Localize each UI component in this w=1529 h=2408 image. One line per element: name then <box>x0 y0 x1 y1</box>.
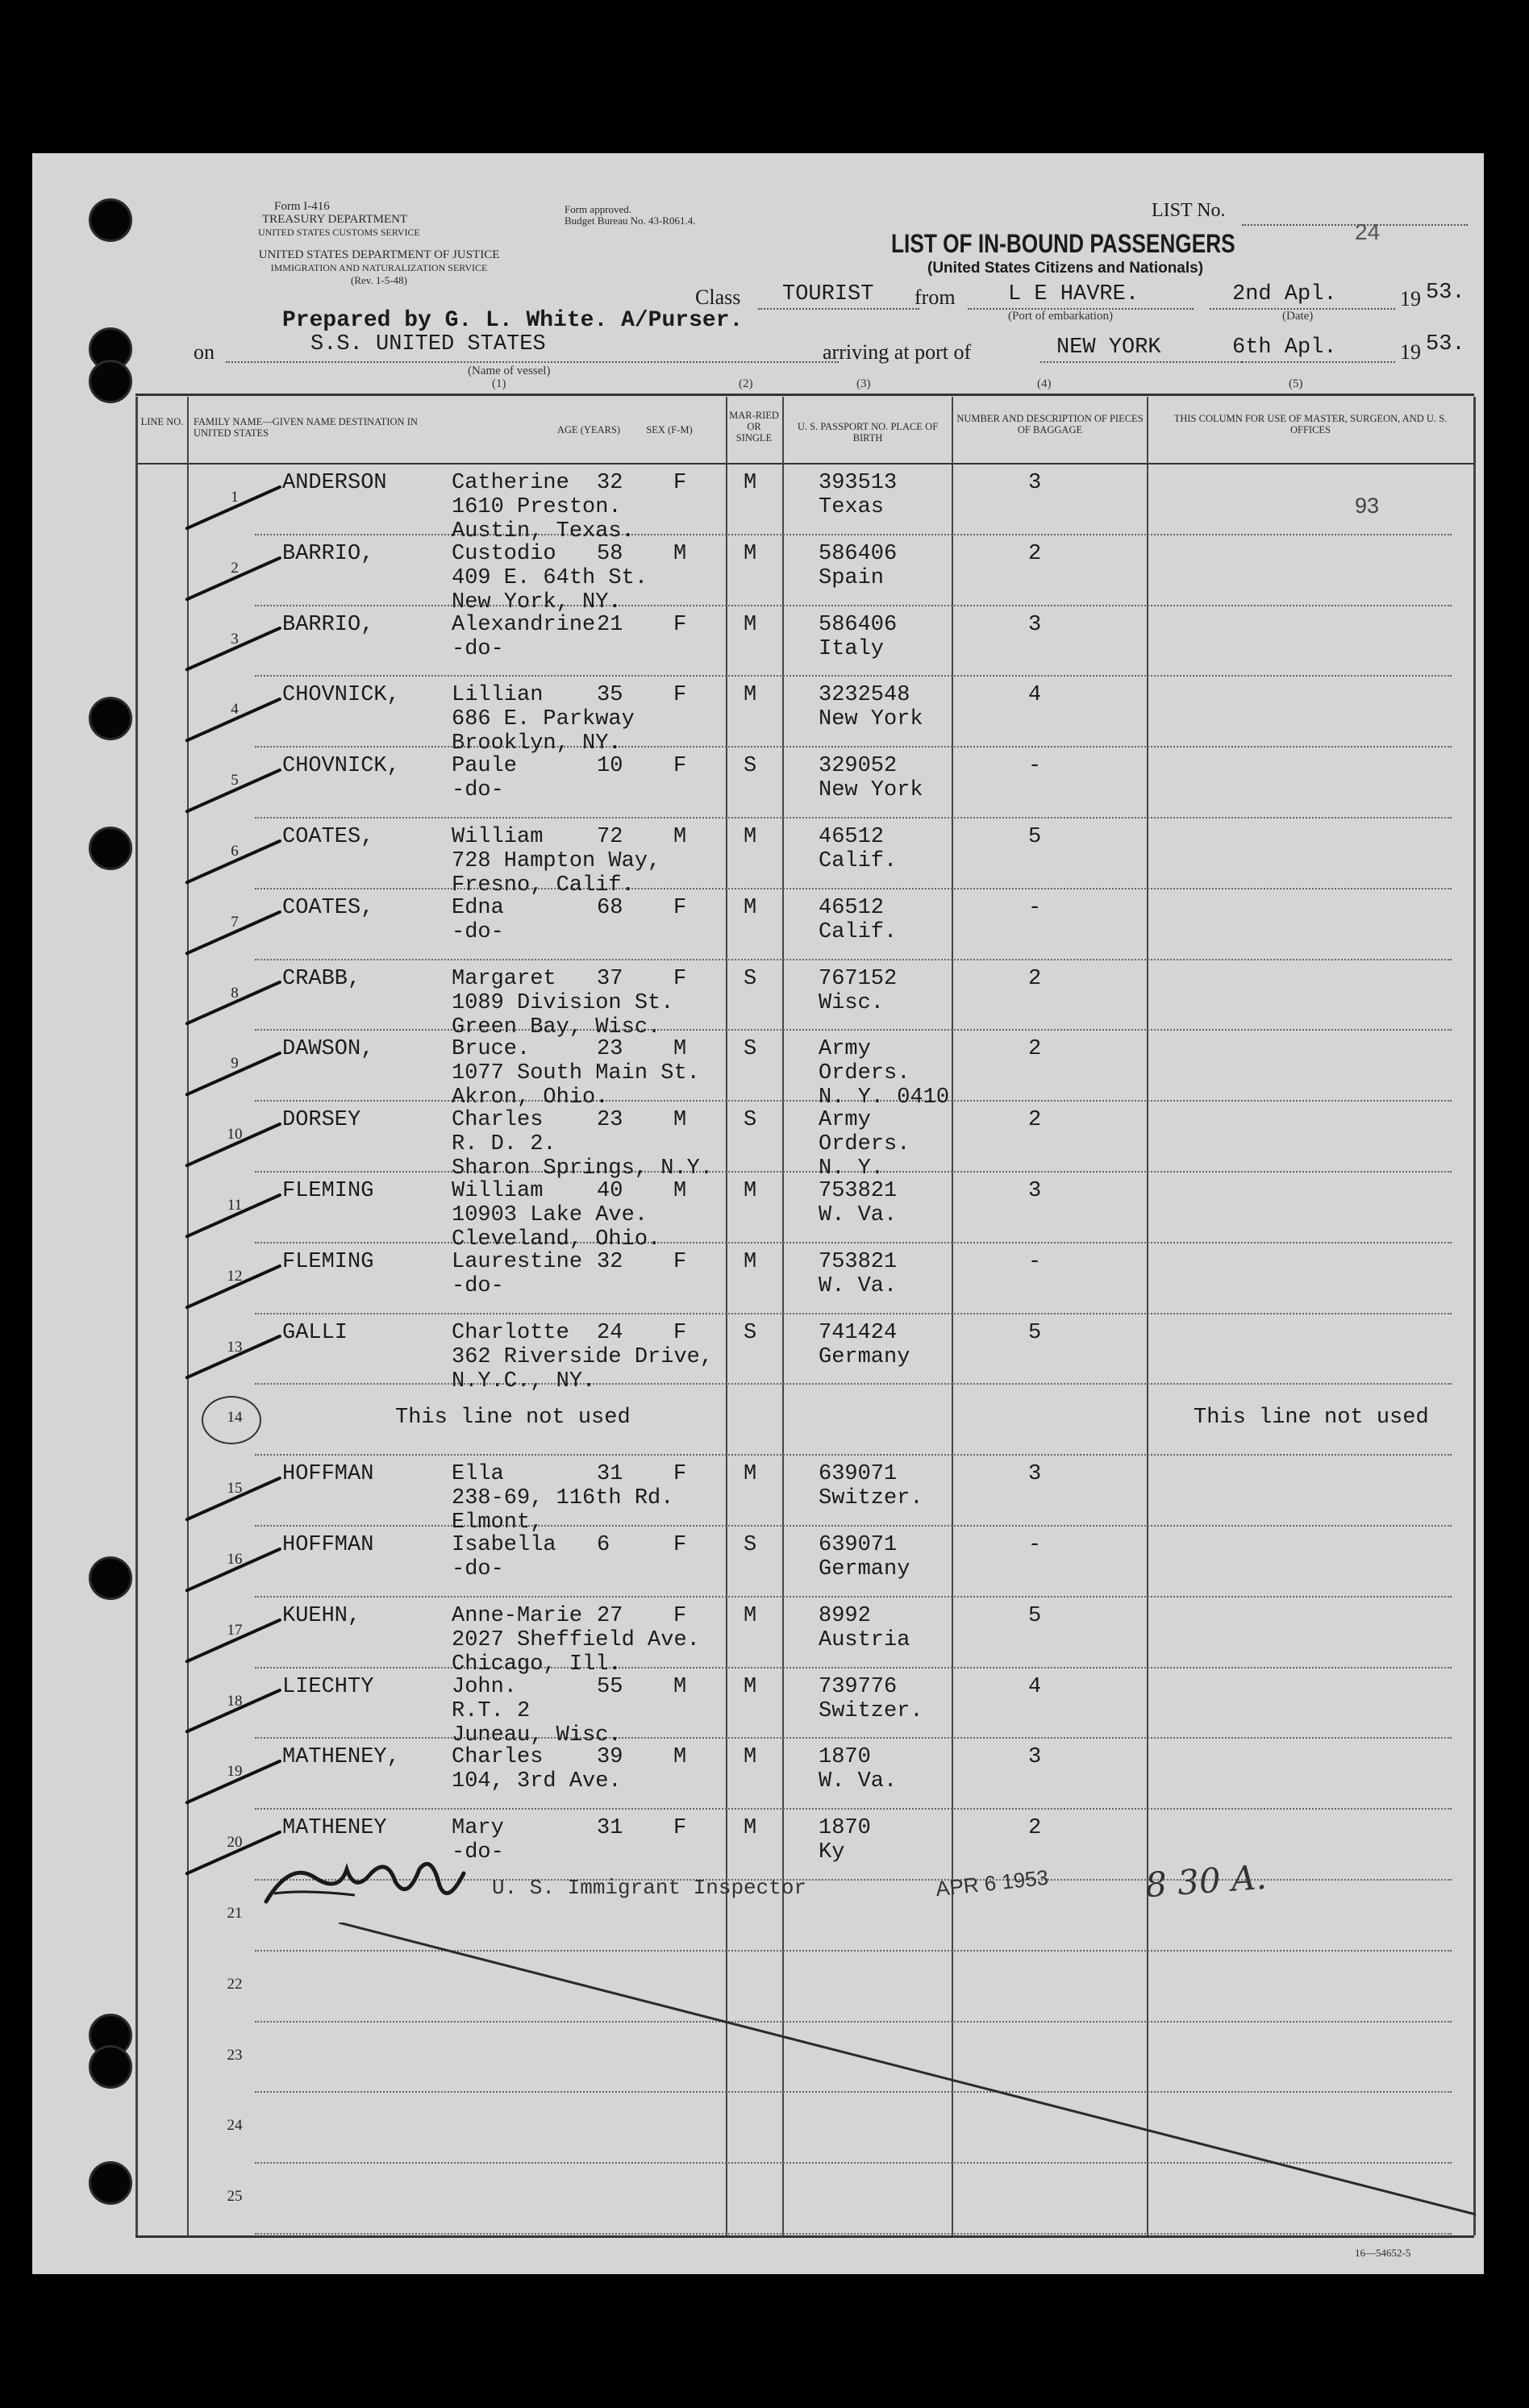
col-number-5: (5) <box>1289 377 1303 390</box>
address: -do- <box>452 1840 504 1865</box>
family-name: HOFFMAN <box>282 1533 374 1557</box>
line-number: 2 <box>231 559 239 577</box>
table-row <box>32 819 1484 898</box>
row-separator <box>255 2233 1452 2235</box>
address: 1610 Preston. Austin, Texas. <box>452 495 635 544</box>
revision: (Rev. 1-5-48) <box>351 274 407 286</box>
family-name: FLEMING <box>282 1249 374 1274</box>
address: -do- <box>452 919 504 944</box>
passport-number: 8992 <box>819 1603 871 1628</box>
baggage-count: 2 <box>1028 1037 1042 1062</box>
age: 21 <box>597 612 623 637</box>
punch-hole <box>89 2045 132 2089</box>
line-number: 18 <box>227 1692 243 1710</box>
family-name: DORSEY <box>282 1108 361 1133</box>
address: 2027 Sheffield Ave. Chicago, Ill. <box>452 1627 700 1677</box>
punch-hole <box>89 2161 132 2205</box>
justice-dept: UNITED STATES DEPARTMENT OF JUSTICE <box>258 248 500 261</box>
baggage-count: 5 <box>1028 825 1042 849</box>
line-number: 13 <box>227 1338 243 1356</box>
passport-number: 1870 <box>819 1745 871 1770</box>
baggage-count: 3 <box>1028 1745 1042 1770</box>
marital-status: M <box>744 1179 757 1203</box>
place-of-birth: Orders. N. Y. 0410 <box>819 1061 950 1110</box>
passport-number: 741424 <box>819 1320 898 1345</box>
given-name: Anne-Marie <box>452 1603 583 1628</box>
address: 362 Riverside Drive, N.Y.C., NY. <box>452 1344 714 1394</box>
family-name: CRABB, <box>282 966 361 991</box>
baggage-count: 2 <box>1028 966 1042 991</box>
col-number-2: (2) <box>739 377 753 390</box>
place-of-birth: Switzer. <box>819 1486 923 1511</box>
marital-status: S <box>744 1037 757 1062</box>
list-no-label: LIST No. <box>1152 200 1226 221</box>
line-number: 22 <box>227 1975 243 1993</box>
page-subtitle: (United States Citizens and Nationals) <box>927 260 1204 277</box>
table-row <box>32 465 1484 544</box>
arrival-port-line <box>1040 361 1242 363</box>
col-header-married: MAR-RIED OR SINGLE <box>729 410 779 444</box>
departure-year: 53. <box>1426 281 1465 305</box>
year-prefix-2: 19 <box>1400 340 1421 364</box>
given-name: Paule <box>452 754 518 779</box>
sex: M <box>673 1179 687 1203</box>
class-line <box>758 308 919 310</box>
passport-number: 1870 <box>819 1816 871 1841</box>
table-top-border <box>135 394 1474 396</box>
punch-hole <box>89 697 132 740</box>
age: 24 <box>597 1320 623 1345</box>
given-name: Isabella <box>452 1533 556 1557</box>
family-name: MATHENEY <box>282 1816 387 1841</box>
marital-status: M <box>744 541 757 566</box>
list-no-value: 24 <box>1355 219 1381 244</box>
form-number: Form I-416 <box>274 200 330 213</box>
marital-status: S <box>744 1108 757 1133</box>
sex: M <box>673 541 687 566</box>
col-number-3: (3) <box>856 377 871 390</box>
line-number: 6 <box>231 843 239 860</box>
line-number: 5 <box>231 772 239 789</box>
sex: F <box>673 1816 687 1841</box>
age: 58 <box>597 541 623 566</box>
given-name: William <box>452 1179 544 1203</box>
address: 728 Hampton Way, Fresno, Calif. <box>452 849 661 898</box>
passport-number: 639071 <box>819 1533 898 1557</box>
line-number: 1 <box>231 489 239 506</box>
family-name: DAWSON, <box>282 1037 374 1062</box>
passport-number: 639071 <box>819 1462 898 1487</box>
given-name: Custodio <box>452 541 556 566</box>
family-name: BARRIO, <box>282 612 374 637</box>
sex: F <box>673 966 687 991</box>
line-number: 19 <box>227 1763 243 1781</box>
line-number: 4 <box>231 701 239 719</box>
customs-service: UNITED STATES CUSTOMS SERVICE <box>258 227 420 238</box>
baggage-count: 5 <box>1028 1320 1042 1345</box>
col-header-sex: SEX (F-M) <box>646 424 693 435</box>
passport-number: Army <box>819 1037 871 1062</box>
sex: F <box>673 895 687 920</box>
baggage-count: 3 <box>1028 471 1042 495</box>
baggage-count: 3 <box>1028 1179 1042 1203</box>
place-of-birth: Orders. N. Y. <box>819 1132 910 1181</box>
marital-status: M <box>744 1462 757 1487</box>
passport-number: 767152 <box>819 966 898 991</box>
sex: F <box>673 1533 687 1557</box>
col-header-remarks: THIS COLUMN FOR USE OF MASTER, SURGEON, AND U. S. OFFICES <box>1173 413 1448 435</box>
address: -do- <box>452 1273 504 1298</box>
place-of-birth: Austria <box>819 1627 910 1652</box>
col-header-line-no: LINE NO. <box>140 416 184 427</box>
passport-number: 46512 <box>819 825 885 849</box>
inspection-stamp: APR 6 1953 <box>934 1864 1050 1902</box>
given-name: Margaret <box>452 966 556 991</box>
baggage-count: - <box>1028 895 1042 920</box>
age: 68 <box>597 895 623 920</box>
given-name: Charlotte <box>452 1320 569 1345</box>
marital-status: M <box>744 612 757 637</box>
passport-number: 329052 <box>819 754 898 779</box>
family-name: CHOVNICK, <box>282 683 400 708</box>
given-name: Ella <box>452 1462 504 1487</box>
from-label: from <box>914 285 956 309</box>
family-name: ANDERSON <box>282 471 387 495</box>
line-circle <box>202 1396 261 1444</box>
treasury-dept: TREASURY DEPARTMENT <box>262 213 408 226</box>
sex: M <box>673 1037 687 1062</box>
given-name: Laurestine <box>452 1249 583 1274</box>
given-name: Bruce. <box>452 1037 531 1062</box>
marital-status: M <box>744 825 757 849</box>
manifest-page <box>32 153 1484 2274</box>
age: 40 <box>597 1179 623 1203</box>
table-row <box>32 677 1484 756</box>
age: 55 <box>597 1674 623 1699</box>
sex: M <box>673 1745 687 1770</box>
baggage-count: 2 <box>1028 541 1042 566</box>
address: R. D. 2. Sharon Springs, N.Y. <box>452 1132 714 1181</box>
family-name: MATHENEY, <box>282 1745 400 1770</box>
line-number: 20 <box>227 1834 243 1852</box>
baggage-count: 2 <box>1028 1108 1042 1133</box>
line-number: 8 <box>231 984 239 1002</box>
sex: F <box>673 471 687 495</box>
place-of-birth: Germany <box>819 1557 910 1581</box>
age: 32 <box>597 1249 623 1274</box>
address: -do- <box>452 636 504 661</box>
line-number: 24 <box>227 2117 243 2135</box>
line-number: 15 <box>227 1480 243 1498</box>
address: R.T. 2 Juneau, Wisc. <box>452 1698 622 1748</box>
table-row <box>32 1173 1484 1252</box>
prepared-by: Prepared by G. L. White. A/Purser. <box>282 308 744 333</box>
given-name: Mary <box>452 1816 504 1841</box>
family-name: BARRIO, <box>282 541 374 566</box>
line-number: 11 <box>227 1197 243 1214</box>
address: -do- <box>452 1557 504 1581</box>
table-row <box>32 1244 1484 1314</box>
table-row <box>32 960 1484 1039</box>
baggage-count: 4 <box>1028 1674 1042 1699</box>
place-of-birth: W. Va. <box>819 1769 898 1794</box>
line-number: 23 <box>227 2046 243 2064</box>
table-row <box>32 1314 1484 1394</box>
line-number: 9 <box>231 1055 239 1073</box>
punch-hole <box>89 827 132 870</box>
arriving-label: arriving at port of <box>823 340 972 364</box>
line-number: 12 <box>227 1267 243 1285</box>
passport-number: 3232548 <box>819 683 910 708</box>
place-of-birth: Germany <box>819 1344 910 1369</box>
table-row <box>32 1031 1484 1110</box>
marital-status: S <box>744 966 757 991</box>
vessel-col-number: (1) <box>492 377 506 390</box>
sex: M <box>673 1108 687 1133</box>
port-caption: (Port of embarkation) <box>1008 310 1113 323</box>
baggage-count: - <box>1028 1533 1042 1557</box>
age: 6 <box>597 1533 610 1557</box>
year-prefix-1: 19 <box>1400 287 1421 310</box>
age: 23 <box>597 1108 623 1133</box>
unused-line-remark: This line not used <box>1194 1406 1429 1431</box>
age: 31 <box>597 1462 623 1487</box>
family-name: COATES, <box>282 895 374 920</box>
table-row <box>32 748 1484 818</box>
page-title: LIST OF IN-BOUND PASSENGERS <box>891 229 1235 258</box>
sex: F <box>673 754 687 779</box>
given-name: Edna <box>452 895 504 920</box>
marital-status: M <box>744 1674 757 1699</box>
marital-status: S <box>744 754 757 779</box>
arrival-date: 6th Apl. <box>1232 335 1337 360</box>
age: 37 <box>597 966 623 991</box>
table-row <box>32 1669 1484 1748</box>
place-of-birth: Calif. <box>819 919 898 944</box>
punch-hole <box>89 1556 132 1600</box>
given-name: Charles <box>452 1108 544 1133</box>
age: 10 <box>597 754 623 779</box>
address: 1089 Division St. Green Bay, Wisc. <box>452 990 674 1039</box>
address: 409 E. 64th St. New York, NY. <box>452 565 648 614</box>
place-of-birth: W. Va. <box>819 1203 898 1227</box>
sex: F <box>673 1462 687 1487</box>
vessel-line <box>226 361 839 363</box>
passport-number: 753821 <box>819 1179 898 1203</box>
passport-number: 46512 <box>819 895 885 920</box>
family-name: KUEHN, <box>282 1603 361 1628</box>
place-of-birth: Ky <box>819 1840 845 1865</box>
table-row <box>32 1739 1484 1809</box>
address: -do- <box>452 778 504 803</box>
line-number: 16 <box>227 1551 243 1568</box>
family-name: COATES, <box>282 825 374 849</box>
marital-status: S <box>744 1320 757 1345</box>
place-of-birth: Calif. <box>819 849 898 873</box>
line-number: 21 <box>227 1905 243 1922</box>
table-row <box>32 1598 1484 1677</box>
baggage-count: 3 <box>1028 612 1042 637</box>
table-row <box>32 1385 1484 1455</box>
sex: M <box>673 825 687 849</box>
line-number: 3 <box>231 630 239 648</box>
inspector-label: U. S. Immigrant Inspector <box>492 1876 807 1900</box>
age: 27 <box>597 1603 623 1628</box>
given-name: Charles <box>452 1745 544 1770</box>
passport-number: 393513 <box>819 471 898 495</box>
baggage-count: 3 <box>1028 1462 1042 1487</box>
baggage-count: 5 <box>1028 1603 1042 1628</box>
budget-bureau: Budget Bureau No. 43-R061.4. <box>565 215 696 227</box>
place-of-birth: W. Va. <box>819 1273 898 1298</box>
age: 35 <box>597 683 623 708</box>
marital-status: M <box>744 1745 757 1770</box>
marital-status: M <box>744 1603 757 1628</box>
col-header-name: FAMILY NAME—GIVEN NAME DESTINATION IN UNITED STATES <box>194 416 418 439</box>
passport-number: 586406 <box>819 541 898 566</box>
footer-code: 16—54652-5 <box>1355 2247 1411 2259</box>
family-name: LIECHTY <box>282 1674 374 1699</box>
sex: F <box>673 683 687 708</box>
baggage-count: 4 <box>1028 683 1042 708</box>
unused-line-note: This line not used <box>395 1406 631 1431</box>
departure-date: 2nd Apl. <box>1232 282 1337 306</box>
age: 39 <box>597 1745 623 1770</box>
table-row <box>32 1102 1484 1181</box>
place-of-birth: Spain <box>819 565 885 590</box>
place-of-birth: Italy <box>819 636 885 661</box>
family-name: HOFFMAN <box>282 1462 374 1487</box>
sex: F <box>673 1249 687 1274</box>
passport-number: 739776 <box>819 1674 898 1699</box>
marital-status: M <box>744 1249 757 1274</box>
baggage-count: - <box>1028 754 1042 779</box>
place-of-birth: New York <box>819 778 923 803</box>
marital-status: M <box>744 895 757 920</box>
punch-hole <box>89 360 132 403</box>
punch-hole <box>89 198 132 242</box>
sex: F <box>673 612 687 637</box>
family-name: CHOVNICK, <box>282 754 400 779</box>
table-row <box>32 1527 1484 1597</box>
passport-number: Army <box>819 1108 871 1133</box>
address: 238-69, 116th Rd. Elmont, <box>452 1486 674 1535</box>
sex: F <box>673 1320 687 1345</box>
ins-service: IMMIGRATION AND NATURALIZATION SERVICE <box>270 262 488 273</box>
marital-status: M <box>744 683 757 708</box>
arrival-port: NEW YORK <box>1056 335 1161 360</box>
marital-status: M <box>744 471 757 495</box>
line-number: 10 <box>227 1126 243 1144</box>
line-number: 14 <box>227 1409 243 1427</box>
table-row <box>32 1810 1484 1880</box>
table-row <box>32 606 1484 677</box>
address: 1077 South Main St. Akron, Ohio. <box>452 1061 700 1110</box>
baggage-count: 2 <box>1028 1816 1042 1841</box>
given-name: Catherine <box>452 471 569 495</box>
arrival-year: 53. <box>1426 332 1465 356</box>
vessel-caption: (Name of vessel) <box>468 365 551 377</box>
age: 23 <box>597 1037 623 1062</box>
marital-status: M <box>744 1816 757 1841</box>
port-embarkation: L E HAVRE. <box>1008 282 1139 306</box>
sex: M <box>673 1674 687 1699</box>
cancel-line <box>339 1923 1484 2218</box>
class-label: Class <box>695 285 741 309</box>
form-approved: Form approved. <box>565 203 632 215</box>
col-header-age: AGE (YEARS) <box>556 424 621 435</box>
address: 104, 3rd Ave. <box>452 1769 622 1794</box>
vessel-name: S.S. UNITED STATES <box>310 332 546 356</box>
given-name: William <box>452 825 544 849</box>
age: 72 <box>597 825 623 849</box>
on-label: on <box>194 340 215 364</box>
baggage-count: - <box>1028 1249 1042 1274</box>
given-name: John. <box>452 1674 518 1699</box>
col-header-baggage: NUMBER AND DESCRIPTION OF PIECES OF BAGGAGE <box>956 413 1144 435</box>
inspection-time: 8 30 A. <box>1144 1856 1269 1906</box>
address: 10903 Lake Ave. Cleveland, Ohio. <box>452 1203 661 1252</box>
line-number: 17 <box>227 1621 243 1639</box>
line-number: 25 <box>227 2188 243 2206</box>
col-number-4: (4) <box>1037 377 1052 390</box>
remark: 93 <box>1355 494 1380 518</box>
family-name: GALLI <box>282 1320 348 1345</box>
date-caption: (Date) <box>1282 310 1314 323</box>
place-of-birth: New York <box>819 707 923 732</box>
table-row <box>32 535 1484 614</box>
table-bottom-border <box>135 2235 1474 2238</box>
table-row <box>32 889 1484 960</box>
age: 31 <box>597 1816 623 1841</box>
marital-status: S <box>744 1533 757 1557</box>
given-name: Lillian <box>452 683 544 708</box>
family-name: FLEMING <box>282 1179 374 1203</box>
line-number: 7 <box>231 913 239 931</box>
address: 686 E. Parkway Brooklyn, NY. <box>452 707 635 756</box>
place-of-birth: Switzer. <box>819 1698 923 1723</box>
class-value: TOURIST <box>782 282 874 306</box>
sex: F <box>673 1603 687 1628</box>
passport-number: 753821 <box>819 1249 898 1274</box>
given-name: Alexandrine <box>452 612 596 637</box>
date2-line <box>1242 361 1395 363</box>
age: 32 <box>597 471 623 495</box>
table-row <box>32 1456 1484 1535</box>
col-header-passport: U. S. PASSPORT NO. PLACE OF BIRTH <box>797 421 939 444</box>
inspector-signature <box>258 1845 516 1910</box>
place-of-birth: Wisc. <box>819 990 885 1015</box>
passport-number: 586406 <box>819 612 898 637</box>
place-of-birth: Texas <box>819 495 885 519</box>
